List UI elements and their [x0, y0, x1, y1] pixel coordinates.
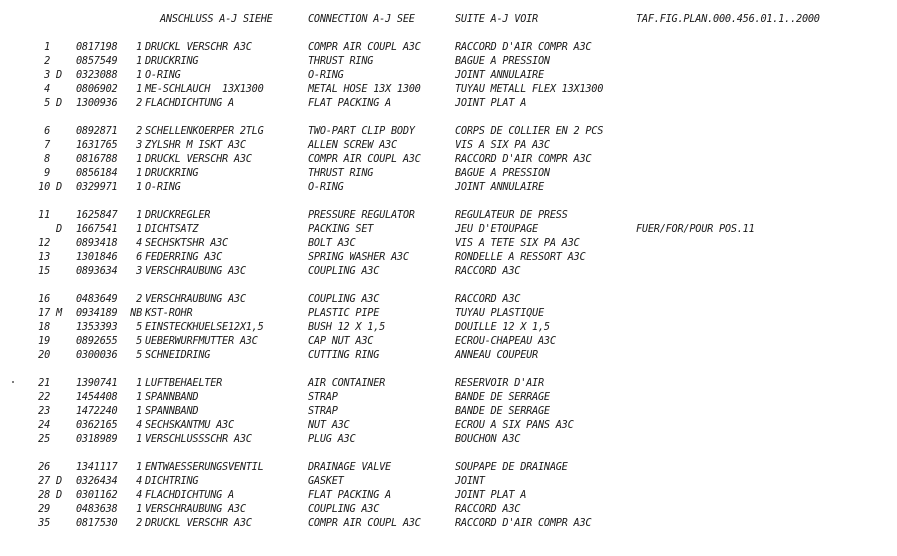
desc-french: CORPS DE COLLIER EN 2 PCS — [455, 124, 604, 137]
pos-flag: D — [56, 222, 62, 235]
desc-english: COUPLING A3C — [308, 502, 380, 515]
desc-english: PACKING SET — [308, 222, 374, 235]
quantity: 1 — [136, 390, 142, 403]
header-col-english: CONNECTION A-J SEE — [308, 12, 415, 25]
row-note: FUER/FOR/POUR POS.11 — [636, 222, 755, 235]
desc-english: BUSH 12 X 1,5 — [308, 320, 386, 333]
desc-english: COMPR AIR COUPL A3C — [308, 40, 421, 53]
desc-german: EINSTECKHUELSE12X1,5 — [145, 320, 264, 333]
pos-number: 15 — [38, 264, 50, 277]
desc-french: ECROU-CHAPEAU A3C — [455, 334, 556, 347]
part-number: 1301846 — [76, 250, 118, 263]
drawing-reference: TAF.FIG.PLAN.000.456.01.1..2000 — [636, 12, 820, 25]
desc-english: CAP NUT A3C — [308, 334, 374, 347]
desc-french: JOINT ANNULAIRE — [455, 180, 544, 193]
quantity: 1 — [136, 502, 142, 515]
desc-french: RACCORD D'AIR COMPR A3C — [455, 516, 592, 529]
quantity: 1 — [136, 460, 142, 473]
quantity: 1 — [136, 180, 142, 193]
pos-number: 3 — [44, 68, 50, 81]
quantity: 2 — [136, 96, 142, 109]
desc-french: JOINT ANNULAIRE — [455, 68, 544, 81]
desc-english: PLASTIC PIPE — [308, 306, 380, 319]
desc-german: ENTWAESSERUNGSVENTIL — [145, 460, 264, 473]
quantity: 4 — [136, 474, 142, 487]
desc-english: NUT A3C — [308, 418, 350, 431]
pos-number: 17 — [38, 306, 50, 319]
desc-english: TWO-PART CLIP BODY — [308, 124, 415, 137]
desc-french: RACCORD D'AIR COMPR A3C — [455, 152, 592, 165]
part-number: 0362165 — [76, 418, 118, 431]
part-number: 0892655 — [76, 334, 118, 347]
desc-german: SECHSKTSHR A3C — [145, 236, 228, 249]
desc-german: LUFTBEHAELTER — [145, 376, 223, 389]
desc-english: CUTTING RING — [308, 348, 380, 361]
desc-french: RACCORD D'AIR COMPR A3C — [455, 40, 592, 53]
pos-number: 12 — [38, 236, 50, 249]
quantity: 2 — [136, 516, 142, 529]
part-number: 0483649 — [76, 292, 118, 305]
quantity: 2 — [136, 292, 142, 305]
part-number: 0817198 — [76, 40, 118, 53]
quantity: 6 — [136, 250, 142, 263]
desc-french: JOINT PLAT A — [455, 96, 527, 109]
part-number: 1341117 — [76, 460, 118, 473]
desc-french: ECROU A SIX PANS A3C — [455, 418, 574, 431]
quantity: 5 — [136, 320, 142, 333]
desc-english: COUPLING A3C — [308, 264, 380, 277]
desc-english: DRAINAGE VALVE — [308, 460, 391, 473]
quantity: 3 — [136, 138, 142, 151]
quantity: 1 — [136, 40, 142, 53]
pos-flag: M — [56, 306, 62, 319]
desc-french: RONDELLE A RESSORT A3C — [455, 250, 586, 263]
desc-german: DRUCKL VERSCHR A3C — [145, 40, 252, 53]
desc-german: SPANNBAND — [145, 390, 199, 403]
desc-german: FEDERRING A3C — [145, 250, 223, 263]
quantity: 1 — [136, 222, 142, 235]
desc-french: BANDE DE SERRAGE — [455, 404, 550, 417]
desc-french: RACCORD A3C — [455, 292, 521, 305]
desc-german: DRUCKRING — [145, 166, 199, 179]
desc-german: DRUCKRING — [145, 54, 199, 67]
desc-german: DICHTRING — [145, 474, 199, 487]
pos-number: 23 — [38, 404, 50, 417]
desc-german: O-RING — [145, 180, 181, 193]
desc-english: STRAP — [308, 404, 338, 417]
part-number: 1631765 — [76, 138, 118, 151]
desc-english: THRUST RING — [308, 54, 374, 67]
quantity: 4 — [136, 488, 142, 501]
part-number: 0816788 — [76, 152, 118, 165]
pos-number: 5 — [44, 96, 50, 109]
quantity: 2 — [136, 124, 142, 137]
desc-german: UEBERWURFMUTTER A3C — [145, 334, 258, 347]
pos-flag: D — [56, 180, 62, 193]
desc-english: O-RING — [308, 68, 344, 81]
part-number: 0300036 — [76, 348, 118, 361]
pos-number: 22 — [38, 390, 50, 403]
pos-number: 25 — [38, 432, 50, 445]
desc-french: JOINT — [455, 474, 485, 487]
part-number: 0934189 — [76, 306, 118, 319]
part-number: 1390741 — [76, 376, 118, 389]
desc-french: DOUILLE 12 X 1,5 — [455, 320, 550, 333]
pos-flag: D — [56, 488, 62, 501]
desc-french: TUYAU PLASTIQUE — [455, 306, 544, 319]
desc-french: JEU D'ETOUPAGE — [455, 222, 538, 235]
desc-english: O-RING — [308, 180, 344, 193]
pos-flag: D — [56, 474, 62, 487]
quantity: NB — [130, 306, 142, 319]
desc-german: DRUCKL VERSCHR A3C — [145, 152, 252, 165]
part-number: 0893418 — [76, 236, 118, 249]
desc-french: VIS A SIX PA A3C — [455, 138, 550, 151]
desc-german: SECHSKANTMU A3C — [145, 418, 234, 431]
desc-german: FLACHDICHTUNG A — [145, 488, 234, 501]
part-number: 0892871 — [76, 124, 118, 137]
pos-number: 13 — [38, 250, 50, 263]
quantity: 1 — [136, 152, 142, 165]
part-number: 0483638 — [76, 502, 118, 515]
desc-english: THRUST RING — [308, 166, 374, 179]
desc-english: FLAT PACKING A — [308, 488, 391, 501]
pos-number: 1 — [44, 40, 50, 53]
quantity: 1 — [136, 68, 142, 81]
header-col-french: SUITE A-J VOIR — [455, 12, 538, 25]
desc-english: METAL HOSE 13X 1300 — [308, 82, 421, 95]
pos-number: 21 — [38, 376, 50, 389]
quantity: 1 — [136, 166, 142, 179]
desc-english: COMPR AIR COUPL A3C — [308, 152, 421, 165]
desc-english: GASKET — [308, 474, 344, 487]
pos-number — [31, 222, 50, 236]
desc-english: PLUG A3C — [308, 432, 356, 445]
desc-german: SCHELLENKOERPER 2TLG — [145, 124, 264, 137]
pos-number: 35 — [38, 516, 50, 529]
desc-english: SPRING WASHER A3C — [308, 250, 409, 263]
desc-french: REGULATEUR DE PRESS — [455, 208, 568, 221]
desc-french: SOUPAPE DE DRAINAGE — [455, 460, 568, 473]
part-number: 0326434 — [76, 474, 118, 487]
desc-french: RACCORD A3C — [455, 264, 521, 277]
part-number: 0893634 — [76, 264, 118, 277]
desc-english: STRAP — [308, 390, 338, 403]
part-number: 0817530 — [76, 516, 118, 529]
stray-mark — [12, 381, 14, 383]
quantity: 4 — [136, 418, 142, 431]
quantity: 1 — [136, 208, 142, 221]
part-number: 1472240 — [76, 404, 118, 417]
desc-german: DRUCKL VERSCHR A3C — [145, 516, 252, 529]
quantity: 1 — [136, 404, 142, 417]
desc-french: BAGUE A PRESSION — [455, 166, 550, 179]
desc-german: KST-ROHR — [145, 306, 193, 319]
part-number: 1454408 — [76, 390, 118, 403]
pos-number: 27 — [38, 474, 50, 487]
pos-number: 29 — [38, 502, 50, 515]
part-number: 0318989 — [76, 432, 118, 445]
part-number: 1353393 — [76, 320, 118, 333]
pos-number: 4 — [44, 82, 50, 95]
desc-french: ANNEAU COUPEUR — [455, 348, 538, 361]
desc-german: ZYLSHR M ISKT A3C — [145, 138, 246, 151]
desc-english: COUPLING A3C — [308, 292, 380, 305]
desc-english: COMPR AIR COUPL A3C — [308, 516, 421, 529]
quantity: 4 — [136, 236, 142, 249]
part-number: 0856184 — [76, 166, 118, 179]
desc-english: ALLEN SCREW A3C — [308, 138, 397, 151]
quantity: 3 — [136, 264, 142, 277]
desc-german: VERSCHRAUBUNG A3C — [145, 502, 246, 515]
desc-english: FLAT PACKING A — [308, 96, 391, 109]
part-number: 0329971 — [76, 180, 118, 193]
desc-english: AIR CONTAINER — [308, 376, 386, 389]
pos-number: 6 — [44, 124, 50, 137]
pos-number: 7 — [44, 138, 50, 151]
desc-french: RACCORD A3C — [455, 502, 521, 515]
desc-french: BAGUE A PRESSION — [455, 54, 550, 67]
quantity: 5 — [136, 334, 142, 347]
pos-number: 18 — [38, 320, 50, 333]
desc-german: ME-SCHLAUCH 13X1300 — [145, 82, 264, 95]
part-number: 1625847 — [76, 208, 118, 221]
quantity: 1 — [136, 54, 142, 67]
desc-german: SPANNBAND — [145, 404, 199, 417]
desc-english: BOLT A3C — [308, 236, 356, 249]
pos-flag: D — [56, 96, 62, 109]
desc-german: DRUCKREGLER — [145, 208, 211, 221]
quantity: 5 — [136, 348, 142, 361]
pos-number: 8 — [44, 152, 50, 165]
pos-number: 19 — [38, 334, 50, 347]
desc-french: BANDE DE SERRAGE — [455, 390, 550, 403]
desc-french: BOUCHON A3C — [455, 432, 521, 445]
pos-number: 28 — [38, 488, 50, 501]
desc-german: SCHNEIDRING — [145, 348, 211, 361]
pos-number: 9 — [44, 166, 50, 179]
desc-french: VIS A TETE SIX PA A3C — [455, 236, 580, 249]
quantity: 1 — [136, 432, 142, 445]
desc-german: VERSCHLUSSSCHR A3C — [145, 432, 252, 445]
pos-number: 24 — [38, 418, 50, 431]
part-number: 0323088 — [76, 68, 118, 81]
desc-french: JOINT PLAT A — [455, 488, 527, 501]
quantity: 1 — [136, 82, 142, 95]
pos-number: 2 — [44, 54, 50, 67]
pos-number: 26 — [38, 460, 50, 473]
pos-number: 16 — [38, 292, 50, 305]
desc-french: TUYAU METALL FLEX 13X1300 — [455, 82, 604, 95]
desc-german: VERSCHRAUBUNG A3C — [145, 292, 246, 305]
desc-german: FLACHDICHTUNG A — [145, 96, 234, 109]
pos-number: 11 — [38, 208, 50, 221]
pos-number: 20 — [38, 348, 50, 361]
desc-german: O-RING — [145, 68, 181, 81]
part-number: 1667541 — [76, 222, 118, 235]
desc-english: PRESSURE REGULATOR — [308, 208, 415, 221]
desc-german: VERSCHRAUBUNG A3C — [145, 264, 246, 277]
part-number: 1300936 — [76, 96, 118, 109]
header-col-german: ANSCHLUSS A-J SIEHE — [160, 12, 273, 25]
part-number: 0857549 — [76, 54, 118, 67]
pos-number: 10 — [38, 180, 50, 193]
part-number: 0806902 — [76, 82, 118, 95]
quantity: 1 — [136, 376, 142, 389]
part-number: 0301162 — [76, 488, 118, 501]
desc-french: RESERVOIR D'AIR — [455, 376, 544, 389]
desc-german: DICHTSATZ — [145, 222, 199, 235]
pos-flag: D — [56, 68, 62, 81]
